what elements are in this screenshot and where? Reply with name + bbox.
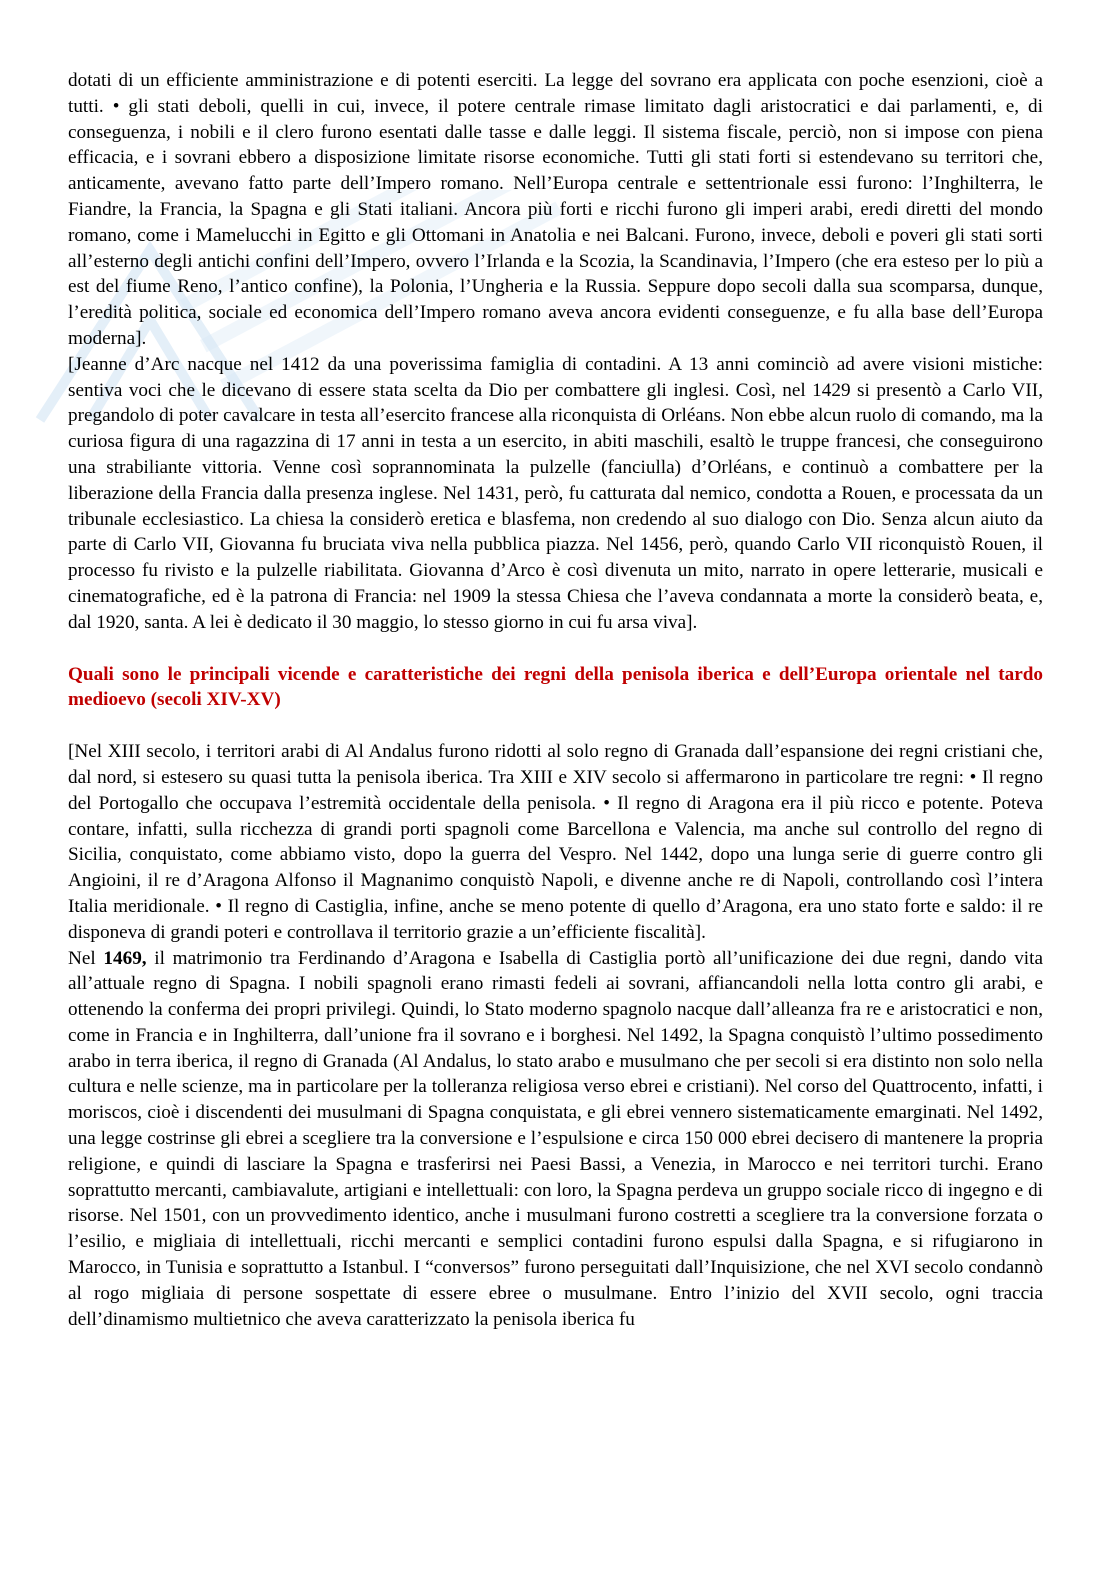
paragraph-body-text: il matrimonio tra Ferdinando d’Aragona e Isabella di Castiglia portò all’unificazione dei due regni, dando vita all’attuale regno di Spagna. I nobili spagnoli erano rimasti fedeli ai sovrani, affiancandoli nella lotta contro gli arabi, e ottenendo la conferma dei propri privilegi. Quindi, lo Stato moderno spagnolo nacque dall’alleanza fra re e aristocratici e non, come in Francia e in Inghilterra, dall’unione fra il sovrano e i borghesi. Nel 1492, la Spagna conquistò l’ultimo possedimento arabo in terra iberica, il regno di Granada (Al Andalus, lo stato arabo e musulmano che per secoli si era distinto non solo nella cultura e nelle scienze, ma in particolare per la tolleranza religiosa verso ebrei e cristiani). Nel corso del Quattrocento, infatti, i moriscos, cioè i discendenti dei musulmani di Spagna conquistata, e gli ebrei vennero sistematicamente emarginati. Nel 1492, una legge costrinse gli ebrei a scegliere tra la conversione e l’espulsione e circa 150 000 ebrei decisero di mantenere la propria religione, e quindi di lasciare la Spagna e trasferirsi nei Paesi Bassi, a Venezia, in Marocco e nei territori turchi. Erano soprattutto mercanti, cambiavalute, artigiani e intellettuali: con loro, la Spagna perdeva un gruppo sociale ricco di ingegno e di risorse. Nel 1501, con un provvedimento identico, anche i musulmani furono costretti a scegliere tra la conversione forzata o l’esilio, e migliaia di intellettuali, ricchi mercanti e semplici contadini furono espulsi dalla Spagna, e si rifugiarono in Marocco, in Tunisia e soprattutto a Istanbul. I “conversos” furono perseguitati dall’Inquisizione, che nel XVI secolo condannò al rogo migliaia di persone sospettate di essere ebree o musulmane. Entro l’inizio del XVII secolo, ogni traccia dell’dinamismo multietnico che aveva caratterizzato la penisola iberica fu: [68, 947, 1043, 1330]
bold-year: 1469,: [103, 947, 147, 969]
document-page: [68, 68, 1043, 1332]
section-heading: Quali sono le principali vicende e caratteristiche dei regni della penisola iberica e dell’Europa orientale nel tardo medioevo (secoli XIV-XV): [68, 663, 1043, 711]
paragraph-lead-text: Nel: [68, 947, 104, 969]
paragraph-stati-forti-deboli: dotati di un efficiente amministrazione e di potenti eserciti. La legge del sovrano era applicata con poche esenzioni, cioè a tutti. • gli stati deboli, quelli in cui, invece, il potere centrale rimase limitato dagli aristocratici e dai parlamenti, e, di conseguenza, i nobili e il clero furono esentati dalle tasse e dalle leggi. Il sistema fiscale, perciò, non si impose con piena efficacia, e i sovrani ebbero a disposizione limitate risorse economiche. Tutti gli stati forti si estendevano su territori che, anticamente, avevano fatto parte dell’Impero romano. Nell’Europa centrale e settentrionale essi furono: l’Inghilterra, le Fiandre, la Francia, la Spagna e gli Stati italiani. Ancora più forti e ricchi furono gli imperi arabi, eredi diretti del mondo romano, come i Mamelucchi in Egitto e gli Ottomani in Anatolia e nei Balcani. Furono, invece, deboli e poveri gli stati sorti all’esterno degli antichi confini dell’Impero, ovvero l’Irlanda e la Scozia, la Scandinavia, l’Impero (che era esteso per lo più a est del fiume Reno, l’antico confine), la Polonia, l’Ungheria e la Russia. Seppure dopo secoli dalla sua scomparsa, dunque, l’eredità politica, sociale ed economica dell’Impero romano aveva ancora evidenti conseguenze, e fu alla base dell’Europa moderna].: [68, 70, 1043, 349]
paragraph-regni-iberici: [Nel XIII secolo, i territori arabi di Al Andalus furono ridotti al solo regno di Granada dall’espansione dei regni cristiani che, dal nord, si estesero su quasi tutta la penisola iberica. Tra XIII e XIV secolo si affermarono in particolare tre regni: • Il regno del Portogallo che occupava l’estremità occidentale della penisola. • Il regno di Aragona era il più ricco e potente. Poteva contare, infatti, sulla ricchezza di grandi porti spagnoli come Barcellona e Valencia, ma anche sul controllo del regno di Sicilia, conquistato, come abbiamo visto, dopo la guerra del Vespro. Nel 1442, dopo una lunga serie di guerre contro gli Angioini, il re d’Aragona Alfonso il Magnanimo conquistò Napoli, e divenne anche re di Napoli, controllando così l’intera Italia meridionale. • Il regno di Castiglia, infine, anche se meno potente di quello d’Aragona, era uno stato forte e saldo: il re disponeva di grandi poteri e controllava il territorio grazie a un’efficiente fiscalità].: [68, 741, 1043, 943]
paragraph-jeanne-darc: [Jeanne d’Arc nacque nel 1412 da una poverissima famiglia di contadini. A 13 anni cominciò ad avere visioni mistiche: sentiva voci che le dicevano di essere stata scelta da Dio per combattere gli inglesi. Così, nel 1429 si presentò a Carlo VII, pregandolo di poter cavalcare in testa all’esercito francese alla riconquista di Orléans. Non ebbe alcun ruolo di comando, ma la curiosa figura di una ragazzina di 17 anni in testa a un esercito, in abiti maschili, esaltò le truppe francesi, che conseguirono una strabiliante vittoria. Venne così soprannominata la pulzelle (fanciulla) d’Orléans, e continuò a combattere per la liberazione della Francia dalla presenza inglese. Nel 1431, però, fu catturata dal nemico, condotta a Rouen, e processata da un tribunale ecclesiastico. La chiesa la considerò eretica e blasfema, non credendo al suo dialogo con Dio. Senza alcun aiuto da parte di Carlo VII, Giovanna fu bruciata viva nella pubblica piazza. Nel 1456, però, quando Carlo VII riconquistò Rouen, il processo fu rivisto e la pulzelle riabilitata. Giovanna d’Arco è così divenuta un mito, narrato in opere letterarie, musicali e cinematografiche, ed è la patrona di Francia: nel 1909 la stessa Chiesa che l’aveva condannata a morte la considerò beata, e, dal 1920, santa. A lei è dedicato il 30 maggio, lo stesso giorno in cui fu arsa viva].: [68, 353, 1043, 633]
paragraph-unificazione-spagna: [68, 946, 1043, 1333]
